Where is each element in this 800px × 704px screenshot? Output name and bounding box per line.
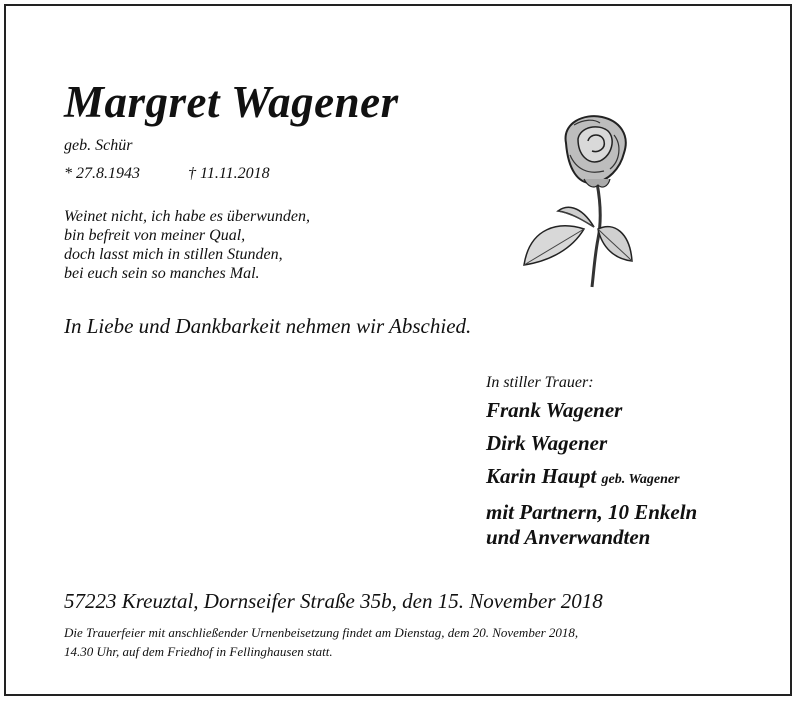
mourner-name: Dirk Wagener [486,431,608,455]
address-date-line: 57223 Kreuztal, Dornseifer Straße 35b, den 15. November 2018 [64,589,603,613]
mourners-intro: In stiller Trauer: [486,374,594,391]
poem [64,207,310,283]
mourners-block [486,374,697,550]
deceased-name: Margret Wagener [64,77,399,127]
mourner-name-text: Karin Haupt [486,464,597,488]
mourner-maiden-name: geb. Wagener [601,472,680,487]
poem-line: bei euch sein so manches Mal. [64,265,260,282]
ceremony-info [64,623,578,661]
mourner-name: Frank Wagener [486,398,623,422]
death-date: † 11.11.2018 [188,165,270,182]
mourner-name [486,464,697,492]
maiden-name: geb. Schür [64,137,133,154]
mourners-extended-line: mit Partnern, 10 Enkeln [486,500,698,524]
mourners-extended-line: und Anverwandten [486,525,651,549]
life-dates [64,165,270,183]
ceremony-line: Die Trauerfeier mit anschließender Urnenbeisetzung findet am Dienstag, dem 20. November 2018, [64,625,579,640]
poem-line: Weinet nicht, ich habe es überwunden, [64,208,311,225]
ceremony-line: 14.30 Uhr, auf dem Friedhof in Fellinghausen statt. [64,644,333,659]
rose-icon [514,109,634,289]
poem-line: doch lasst mich in stillen Stunden, [64,246,283,263]
birth-date: * 27.8.1943 [64,165,140,182]
poem-line: bin befreit von meiner Qual, [64,227,246,244]
obituary-notice [4,4,792,696]
farewell-line: In Liebe und Dankbarkeit nehmen wir Abschied. [64,314,472,338]
